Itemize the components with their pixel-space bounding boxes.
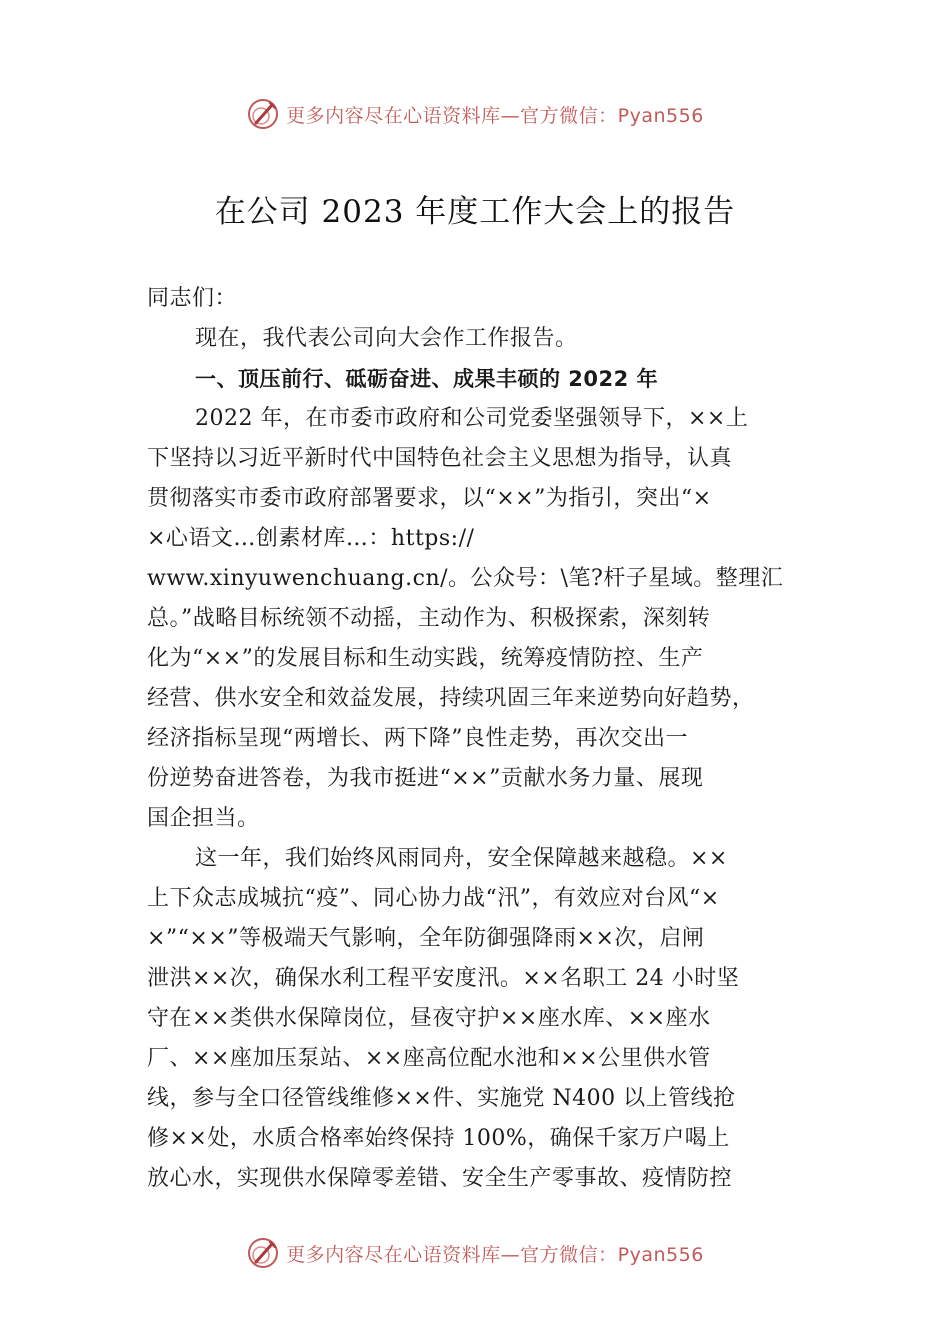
watermark-header [0,94,950,134]
watermark-text: 更多内容尽在心语资料库—官方微信：Pyan556 [286,1243,704,1266]
text-line: 2022 年，在市委市政府和公司党委坚强领导下，××上 [195,406,749,431]
text-line: 经营、供水安全和效益发展，持续巩固三年来逆势向好趋势， [147,686,755,711]
text-line: 国企担当。 [147,806,260,831]
text-line: ×心语文…创素材库…：https:// [147,526,475,551]
text-line: 总。”战略目标统领不动摇，主动作为、积极探索，深刻转 [147,606,711,631]
text-line: 贯彻落实市委市政府部署要求，以“××”为指引，突出“× [147,486,712,511]
watermark-footer [0,1233,950,1273]
pen-seal-icon [246,1236,280,1270]
text-line: 修××处，水质合格率始终保持 100%，确保千家万户喝上 [147,1126,730,1151]
text-line: 份逆势奋进答卷，为我市挺进“××”贡献水务力量、展现 [147,766,704,791]
text-line: 这一年，我们始终风雨同舟，安全保障越来越稳。×× [195,846,728,871]
document-title: 在公司 2023 年度工作大会上的报告 [214,194,736,230]
text-line: 守在××类供水保障岗位，昼夜守护××座水库、××座水 [147,1006,711,1031]
document-body [147,279,812,1199]
watermark-text: 更多内容尽在心语资料库—官方微信：Pyan556 [286,104,704,127]
text-line: 上下众志成城抗“疫”、同心协力战“汛”，有效应对台风“× [147,886,720,911]
pen-seal-icon [246,97,280,131]
text-line: 厂、××座加压泵站、××座高位配水池和××公里供水管 [147,1046,711,1071]
text-line: 化为“××”的发展目标和生动实践，统筹疫情防控、生产 [147,646,704,671]
text-line: 经济指标呈现“两增长、两下降”良性走势，再次交出一 [147,726,688,751]
section-heading: 一、顶压前行、砥砺奋进、成果丰硕的 2022 年 [195,367,659,391]
text-line: ×”“××”等极端天气影响，全年防御强降雨××次，启闸 [147,926,705,951]
text-line: 现在，我代表公司向大会作工作报告。 [195,326,578,351]
text-line: www.xinyuwenchuang.cn/。公众号：\笔?杆子星域。整理汇 [147,566,784,591]
text-line: 下坚持以习近平新时代中国特色社会主义思想为指导，认真 [147,446,733,471]
text-line: 同志们： [147,286,238,311]
text-line: 泄洪××次，确保水利工程平安度汛。××名职工 24 小时坚 [147,966,740,991]
text-line: 线，参与全口径管线维修××件、实施党 N400 以上管线抢 [147,1086,736,1111]
text-line: 放心水，实现供水保障零差错、安全生产零事故、疫情防控 [147,1166,733,1191]
